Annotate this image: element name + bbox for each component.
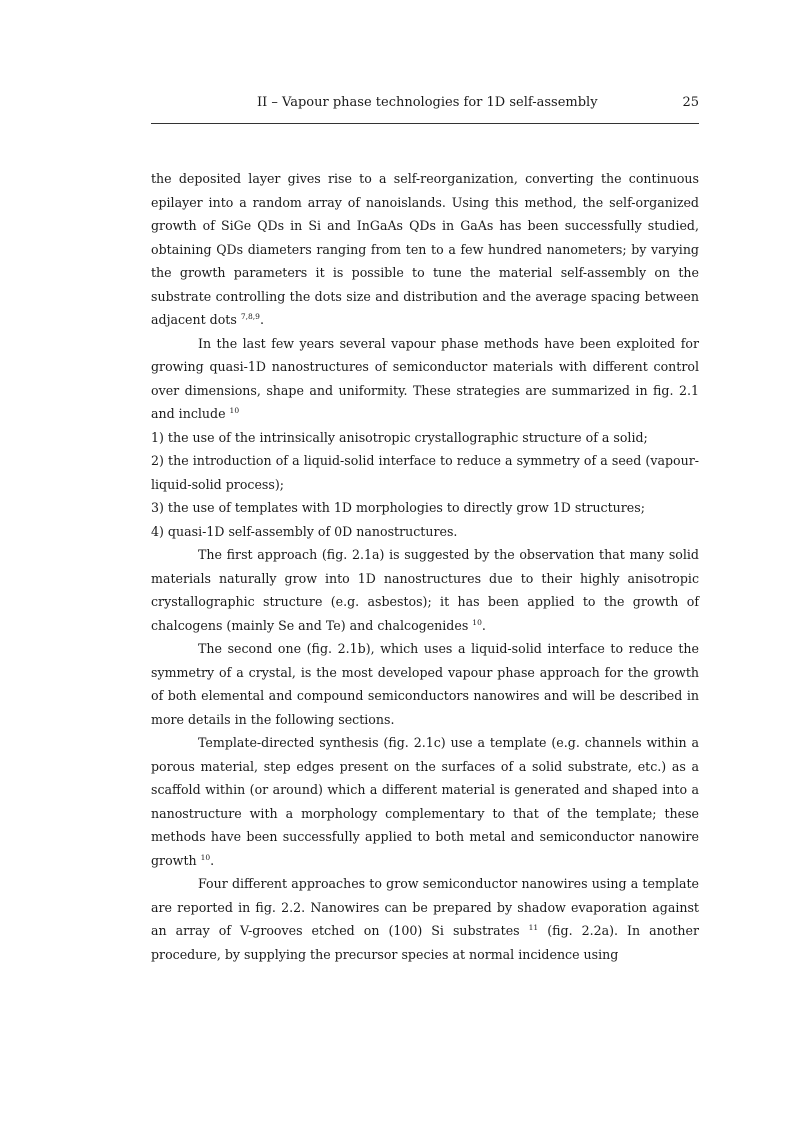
paragraph-6: Four different approaches to grow semiconductor nanowires using a template are reported in fig. 2.2. Nanowires can be prepared by shadow evaporation against an array of V-grooves etched on (100) Si substrates $^{11}$ (fig. 2.2a). In another procedure, by supplying the precursor species at normal incidence using: [151, 876, 699, 962]
body-text: [151, 167, 699, 966]
citation: 11: [528, 923, 539, 932]
paragraph-3: The first approach (fig. 2.1a) is suggested by the observation that many solid materials naturally grow into 1D nanostructures due to their highly anisotropic crystallographic structure (e.g. asbestos); it has been applied to the growth of chalcogens (mainly Se and Te) and chalcogenides $^{10}$.: [151, 547, 699, 633]
running-header: [151, 93, 699, 113]
list-item-3: 3) the use of templates with 1D morphologies to directly grow 1D structures;: [151, 500, 645, 515]
citation: 7,8,9: [240, 312, 260, 321]
list-item-4: 4) quasi-1D self-assembly of 0D nanostructures.: [151, 523, 458, 539]
paragraph-2: In the last few years several vapour phase methods have been exploited for growing quasi-1D nanostructures of semiconductor materials with different control over dimensions, shape and uniformity. These strategies are summarized in fig. 2.1 and include $^{10}$: [151, 335, 699, 421]
page-number: 25: [682, 95, 699, 110]
citation: 10: [472, 617, 482, 627]
running-header-title: II – Vapour phase technologies for 1D self-assembly: [257, 95, 598, 110]
citation: 10: [200, 852, 211, 862]
citation: 10: [229, 406, 240, 415]
paragraph-4: The second one (fig. 2.1b), which uses a liquid-solid interface to reduce the symmetry of a crystal, is the most developed vapour phase approach for the growth of both elemental and compound semiconductors nanowires and will be described in more details in the following sections.: [151, 641, 699, 727]
paragraph-1: the deposited layer gives rise to a self-reorganization, converting the continuous epilayer into a random array of nanoislands. Using this method, the self-organized growth of SiGe QDs in Si and InGaAs QDs in GaAs has been successfully studied, obtaining QDs diameters ranging from ten to a few hundred nanometers; by varying the growth parameters it is possible to tune the material self-assembly on the substrate controlling the dots size and distribution and the average spacing between adjacent dots $^{7,8,9}$.: [151, 171, 699, 327]
document-page: [151, 0, 699, 1123]
paragraph-5: Template-directed synthesis (fig. 2.1c) use a template (e.g. channels within a porous material, step edges present on the surfaces of a solid substrate, etc.) as a scaffold within (or around) which a different material is generated and shaped into a nanostructure with a morphology complementary to that of the template; these methods have been successfully applied to both metal and semiconductor nanowire growth $^{10}$.: [151, 735, 699, 868]
header-rule: [151, 123, 699, 124]
list-item-1: 1) the use of the intrinsically anisotropic crystallographic structure of a solid;: [151, 429, 648, 445]
list-item-2: 2) the introduction of a liquid-solid interface to reduce a symmetry of a seed (vapour-liquid-solid process);: [151, 453, 699, 492]
